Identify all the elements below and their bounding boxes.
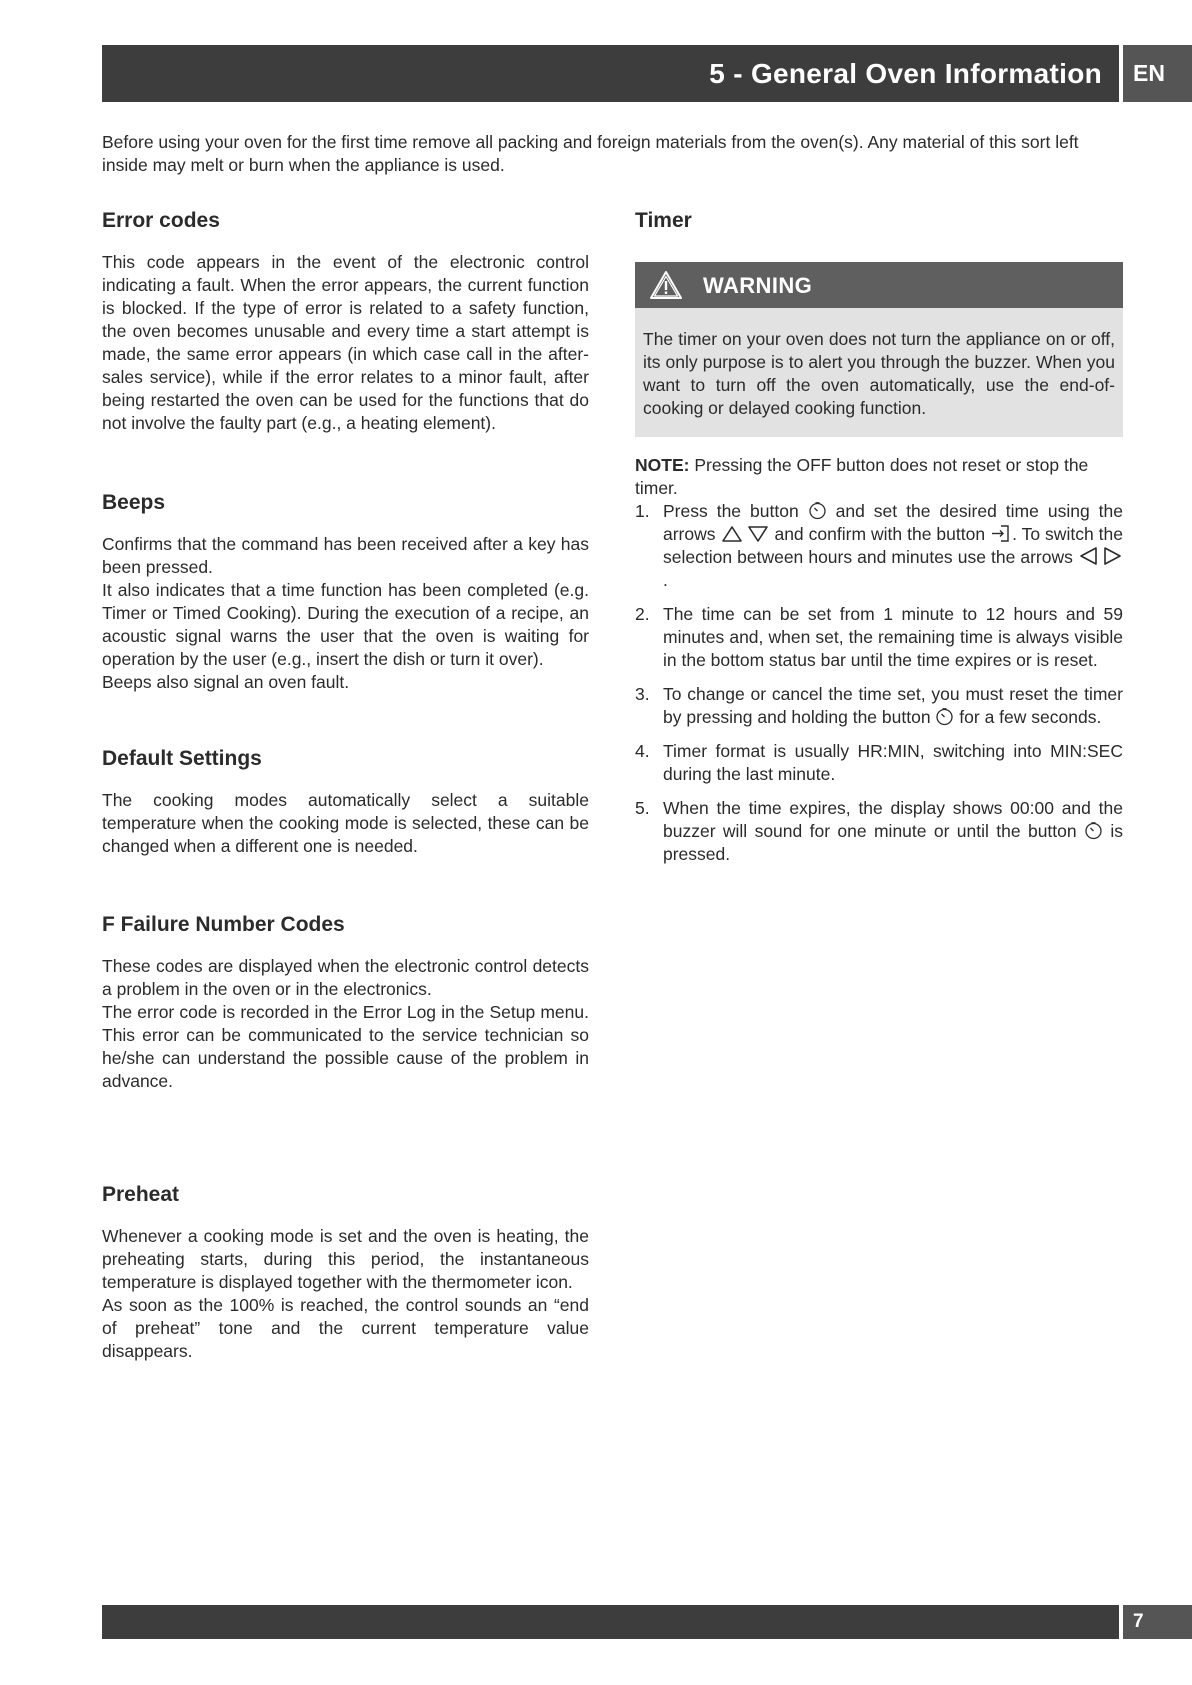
warning-triangle-icon (649, 270, 683, 300)
step-text: . To switch the selection between hours and minutes use the arrows (663, 524, 1123, 567)
warning-header (635, 262, 1123, 308)
section-body: Confirms that the command has been received after a key has been pressed. (102, 534, 589, 577)
language-tab: EN (1123, 45, 1192, 102)
list-item (635, 500, 1123, 592)
list-item-number: 5. (635, 798, 650, 818)
step-text: . (663, 570, 668, 590)
step-text: for a few seconds. (954, 707, 1102, 727)
section-body: These codes are displayed when the electronic control detects a problem in the oven or in the electronics. (102, 956, 589, 999)
header-bar (102, 45, 1119, 102)
section-body: This code appears in the event of the electronic control indicating a fault. When the error appears, the current function is blocked. If the type of error is related to a safety function, the oven becomes unusable and every time a start attempt is made, the same error appears (in which case call in the after-sales service), while if the error relates to a minor fault, after being restarted the oven can be used for the functions that do not involve the faulty part (e.g., a heating element). (102, 252, 589, 433)
step-text: and set the desired time using the arrows (663, 501, 1123, 544)
section-heading: Beeps (102, 491, 166, 514)
arrow-up-icon (721, 525, 743, 543)
section-heading-timer: Timer (635, 209, 692, 232)
list-item-number: 1. (635, 501, 650, 521)
confirm-enter-icon (990, 524, 1012, 543)
step-text: is pressed. (663, 821, 1124, 864)
timer-icon (808, 501, 827, 520)
section-heading: Error codes (102, 209, 220, 232)
section-body: The cooking modes automatically select a suitable temperature when the cooking mode is selected, these can be changed when a different one is needed. (102, 790, 589, 856)
page-number: 7 (1123, 1605, 1192, 1639)
footer-bar (102, 1605, 1119, 1639)
list-item (635, 603, 1123, 672)
section-body: It also indicates that a time function has been completed (e.g. Timer or Timed Cooking). During the execution of a recipe, an acoustic signal warns the user that the oven is waiting for operation by the user (e.g., insert the dish or turn it over). (102, 580, 589, 669)
arrow-left-icon (1078, 546, 1098, 566)
intro-paragraph: Before using your oven for the first time remove all packing and foreign materials from the oven(s). Any material of this sort left inside may melt or burn when the appliance is used. (102, 132, 1079, 175)
timer-icon (1084, 821, 1103, 840)
section-body: As soon as the 100% is reached, the control sounds an “end of preheat” tone and the current temperature value disappears. (102, 1295, 589, 1361)
list-item-number: 2. (635, 604, 650, 624)
step-text: When the time expires, the display shows 00:00 and the buzzer will sound for one minute or until the button (663, 798, 1123, 841)
list-item (635, 740, 1123, 786)
list-item (635, 797, 1123, 866)
arrow-down-icon (747, 525, 769, 543)
list-item-number: 3. (635, 684, 650, 704)
warning-box (635, 262, 1123, 437)
step-text: To change or cancel the time set, you must reset the timer by pressing and holding the button (663, 684, 1123, 727)
section-body: Whenever a cooking mode is set and the oven is heating, the preheating starts, during this period, the instantaneous temperature is displayed together with the thermometer icon. (102, 1226, 589, 1292)
timer-steps-list (635, 500, 1123, 877)
warning-body: The timer on your oven does not turn the appliance on or off, its only purpose is to alert you through the buzzer. When you want to turn off the oven automatically, use the end-of-cooking or delayed cooking function. (635, 308, 1123, 437)
note-text: Pressing the OFF button does not reset or stop the timer. (635, 455, 1089, 498)
section-preheat (102, 1181, 589, 1363)
list-item-number: 4. (635, 741, 650, 761)
section-f-failure-codes (102, 911, 589, 1093)
warning-label: WARNING (703, 272, 813, 298)
step-text: and confirm with the button (769, 524, 991, 544)
section-error-codes (102, 207, 589, 435)
list-item (635, 683, 1123, 729)
timer-icon (935, 707, 954, 726)
section-heading: F Failure Number Codes (102, 913, 345, 936)
right-column (635, 207, 1124, 864)
step-text: Timer format is usually HR:MIN, switching into MIN:SEC during the last minute. (663, 741, 1123, 784)
section-heading: Default Settings (102, 747, 262, 770)
arrow-right-icon (1103, 546, 1123, 566)
step-text: The time can be set from 1 minute to 12 hours and 59 minutes and, when set, the remaining time is always visible in the bottom status bar until the time expires or is reset. (663, 604, 1123, 670)
page-title: 5 - General Oven Information (709, 58, 1102, 89)
note-paragraph (635, 454, 1123, 500)
step-text: Press the button (663, 501, 808, 521)
section-heading: Preheat (102, 1183, 180, 1206)
section-body: Beeps also signal an oven fault. (102, 672, 350, 692)
section-default-settings (102, 745, 589, 858)
section-beeps (102, 489, 589, 694)
note-label: NOTE: (635, 455, 690, 475)
section-body: The error code is recorded in the Error Log in the Setup menu. This error can be communicated to the service technician so he/she can understand the possible cause of the problem in advance. (102, 1002, 589, 1091)
